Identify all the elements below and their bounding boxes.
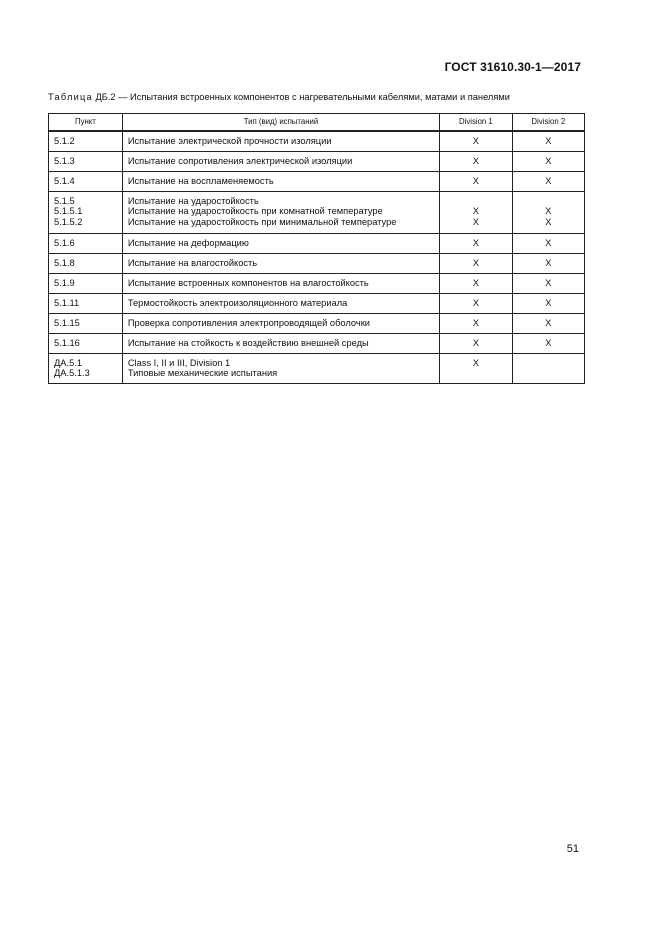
- page-number: 51: [566, 843, 579, 855]
- test-type-cell-line: Испытание на стойкость к воздействию внешней среды: [127, 337, 369, 348]
- division-1-cell: [440, 273, 512, 293]
- division-1-cell-line: X: [472, 216, 479, 227]
- item-cell-line: 5.1.16: [54, 337, 80, 348]
- division-2-cell-line: X: [545, 206, 552, 216]
- table-row: [49, 171, 585, 191]
- division-1-cell: [440, 293, 512, 313]
- tests-table-body: [49, 131, 585, 383]
- division-1-cell: [440, 151, 512, 171]
- test-type-cell-line: Испытание на воспламеняемость: [127, 175, 274, 186]
- test-type-cell-line: Проверка сопротивления электропроводящей оболочки: [127, 317, 370, 328]
- header-test-type: Тип (вид) испытаний: [122, 114, 439, 132]
- division-2-cell: [512, 131, 584, 151]
- division-1-cell: [440, 131, 512, 151]
- division-2-cell: [512, 353, 584, 383]
- division-2-cell-line: [513, 358, 584, 369]
- division-1-cell-line: X: [472, 206, 479, 216]
- header-item: Пункт: [49, 114, 123, 132]
- table-row: [49, 273, 585, 293]
- test-type-cell: [122, 313, 439, 333]
- test-type-cell: [122, 333, 439, 353]
- item-cell-line: 5.1.2: [54, 136, 75, 146]
- table-row: [49, 333, 585, 353]
- item-cell-line: 5.1.5.2: [54, 216, 83, 227]
- item-cell-line: 5.1.5.1: [54, 206, 83, 216]
- test-type-cell-line: Испытание на ударостойкость: [127, 195, 259, 206]
- test-type-cell: [122, 191, 439, 233]
- test-type-cell: [122, 171, 439, 191]
- division-1-cell-line: X: [472, 277, 479, 288]
- division-1-cell-line: X: [472, 155, 479, 166]
- division-2-cell-line: X: [545, 337, 552, 348]
- division-1-cell-line: X: [472, 297, 479, 308]
- test-type-cell-line: Типовые механические испытания: [127, 368, 278, 378]
- division-1-cell: [440, 333, 512, 353]
- test-type-cell-line: Class I, II и III, Division 1: [127, 357, 231, 368]
- tests-table: [48, 113, 585, 384]
- item-cell-line: ДА.5.1.3: [54, 368, 90, 378]
- item-cell: [49, 333, 123, 353]
- division-2-cell: [512, 233, 584, 253]
- item-cell: [49, 313, 123, 333]
- division-1-cell-line: X: [472, 175, 479, 186]
- division-2-cell-line: X: [545, 175, 552, 186]
- division-2-cell-line: X: [545, 155, 552, 166]
- division-2-cell: [512, 273, 584, 293]
- tests-table-header: [49, 114, 585, 132]
- table-row: [49, 313, 585, 333]
- header-row: [49, 114, 585, 132]
- division-2-cell: [512, 253, 584, 273]
- document-number: ГОСТ 31610.30-1—2017: [444, 60, 581, 74]
- division-2-cell: [512, 333, 584, 353]
- test-type-cell-line: Термостойкость электроизоляционного материала: [127, 297, 348, 308]
- item-cell-line: 5.1.3: [54, 155, 75, 166]
- item-cell-line: 5.1.8: [54, 257, 75, 268]
- item-cell: [49, 191, 123, 233]
- header-division-2: Division 2: [512, 114, 584, 132]
- division-2-cell: [512, 293, 584, 313]
- table-caption-text: ДБ.2 — Испытания встроенных компонентов с нагревательными кабелями, матами и панелями: [92, 92, 510, 102]
- division-1-cell: [440, 353, 512, 383]
- test-type-cell-line: Испытание встроенных компонентов на влагостойкость: [127, 277, 369, 288]
- division-2-cell-line: X: [545, 136, 552, 146]
- test-type-cell: [122, 273, 439, 293]
- division-1-cell-line: [440, 196, 511, 207]
- division-2-cell-line: [513, 196, 584, 207]
- table-row: [49, 353, 585, 383]
- item-cell-line: 5.1.4: [54, 175, 75, 186]
- item-cell: [49, 293, 123, 313]
- item-cell: [49, 151, 123, 171]
- table-row: [49, 253, 585, 273]
- item-cell: [49, 171, 123, 191]
- item-cell: [49, 253, 123, 273]
- division-2-cell-line: X: [545, 277, 552, 288]
- division-2-cell: [512, 171, 584, 191]
- table-row: [49, 131, 585, 151]
- item-cell: [49, 233, 123, 253]
- division-1-cell: [440, 313, 512, 333]
- division-1-cell-line: X: [472, 337, 479, 348]
- item-cell-line: 5.1.6: [54, 237, 75, 248]
- division-1-cell-line: X: [472, 357, 479, 368]
- item-cell-line: 5.1.11: [54, 297, 80, 308]
- test-type-cell: [122, 293, 439, 313]
- division-2-cell: [512, 151, 584, 171]
- division-2-cell-line: X: [545, 237, 552, 248]
- item-cell-line: 5.1.9: [54, 277, 75, 288]
- table-caption-label: Таблица: [48, 92, 93, 102]
- test-type-cell: [122, 151, 439, 171]
- division-1-cell: [440, 171, 512, 191]
- item-cell-line: ДА.5.1: [54, 357, 83, 368]
- test-type-cell-line: Испытание на ударостойкость при минимальной температуре: [127, 216, 397, 227]
- test-type-cell-line: Испытание сопротивления электрической изоляции: [127, 155, 353, 166]
- test-type-cell-line: Испытание на ударостойкость при комнатной температуре: [127, 206, 383, 216]
- division-1-cell-line: X: [472, 317, 479, 328]
- test-type-cell: [122, 233, 439, 253]
- item-cell-line: 5.1.5: [54, 195, 75, 206]
- division-1-cell: [440, 233, 512, 253]
- division-1-cell: [440, 191, 512, 233]
- division-1-cell-line: X: [472, 136, 479, 146]
- division-1-cell-line: X: [472, 257, 479, 268]
- table-row: [49, 151, 585, 171]
- test-type-cell: [122, 353, 439, 383]
- division-1-cell-line: X: [472, 237, 479, 248]
- item-cell: [49, 353, 123, 383]
- table-row: [49, 233, 585, 253]
- item-cell-line: 5.1.15: [54, 317, 80, 328]
- division-2-cell: [512, 313, 584, 333]
- test-type-cell-line: Испытание на деформацию: [127, 237, 249, 248]
- test-type-cell-line: Испытание на влагостойкость: [127, 257, 258, 268]
- table-row: [49, 191, 585, 233]
- item-cell: [49, 131, 123, 151]
- division-2-cell-line: X: [545, 257, 552, 268]
- division-2-cell-line: X: [545, 317, 552, 328]
- test-type-cell: [122, 253, 439, 273]
- division-2-cell-line: X: [545, 216, 552, 227]
- header-division-1: Division 1: [440, 114, 512, 132]
- division-2-cell: [512, 191, 584, 233]
- item-cell: [49, 273, 123, 293]
- table-row: [49, 293, 585, 313]
- division-2-cell-line: X: [545, 297, 552, 308]
- table-caption: [48, 92, 510, 102]
- division-1-cell: [440, 253, 512, 273]
- test-type-cell: [122, 131, 439, 151]
- test-type-cell-line: Испытание электрической прочности изоляции: [127, 136, 332, 146]
